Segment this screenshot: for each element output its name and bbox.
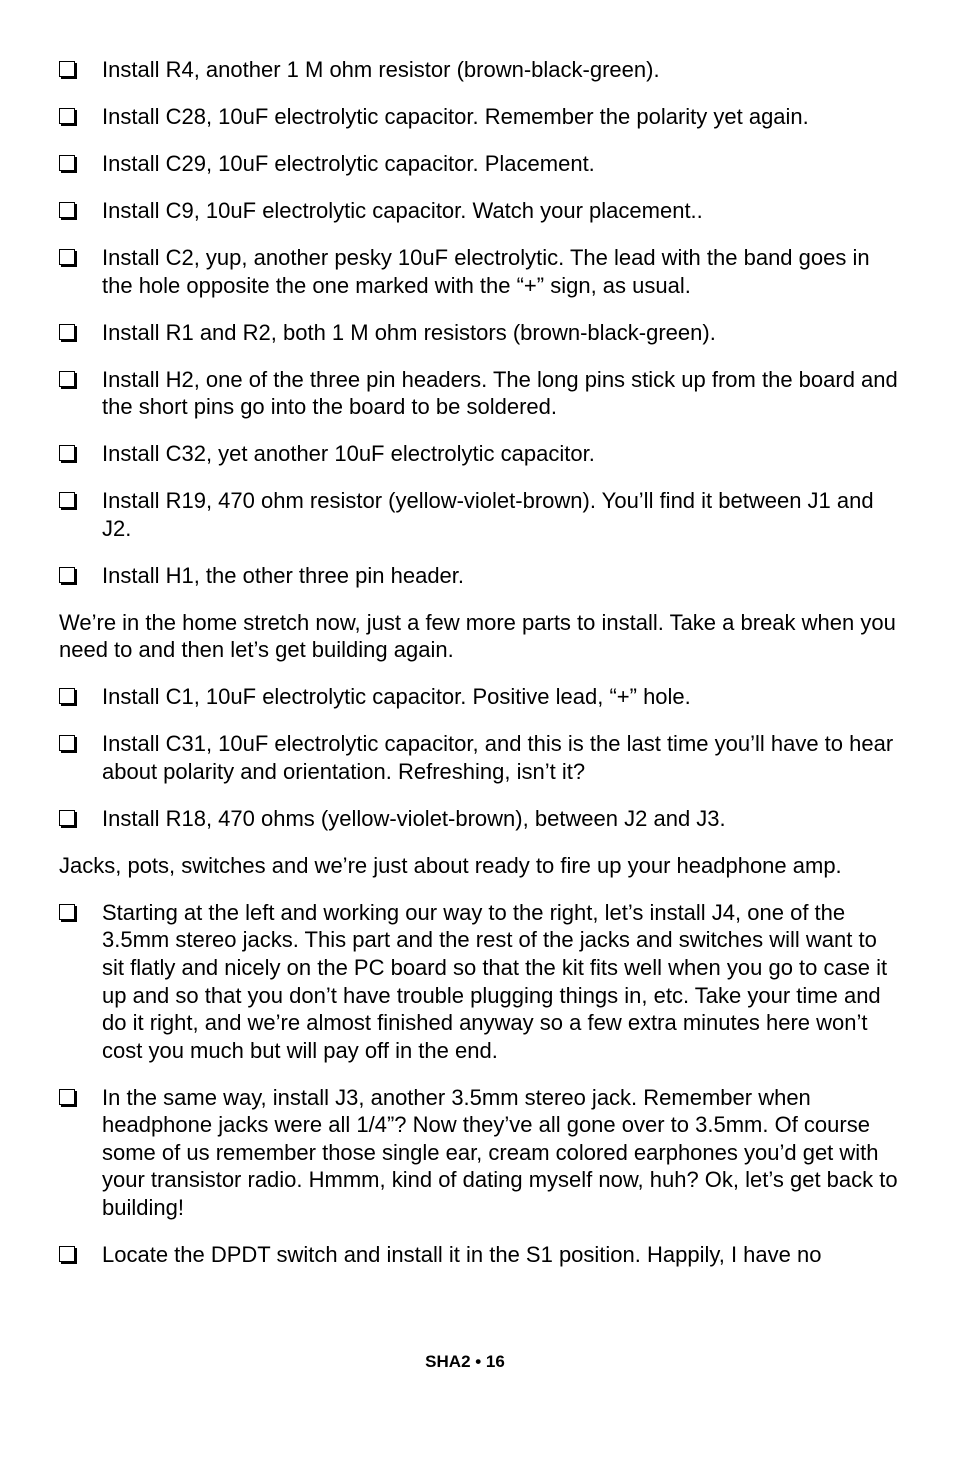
checkbox-icon [59, 810, 75, 826]
page-body [59, 56, 899, 1288]
checklist-item-text: Install H1, the other three pin header. [102, 562, 465, 588]
checklist-item-text: Install C31, 10uF electrolytic capacitor, and this is the last time you’ll have to hear about polarity and orientation. Refreshing, isn’t it? [102, 731, 894, 784]
checkbox-icon [59, 155, 75, 171]
checklist-item [59, 805, 899, 833]
checklist-item-text: Install C32, yet another 10uF electrolytic capacitor. [102, 441, 595, 467]
checkbox-icon [59, 904, 75, 920]
checklist-item-text: Install R4, another 1 M ohm resistor (brown-black-green). [102, 57, 660, 82]
checklist-item-text: Starting at the left and working our way to the right, let’s install J4, one of the 3.5mm stereo jacks. This part and the rest of the jacks and switches will want to sit flatly and nicely on the PC board so that the kit fits well when you go to case it up and so that you don’t have trouble plugging things in, etc. Take your time and do it right, and we’re almost finished anyway so a few extra minutes here won’t cost you much but will pay off in the end. [102, 899, 888, 1063]
checkbox-icon [59, 492, 75, 508]
checklist-item-text: Locate the DPDT switch and install it in the S1 position. Happily, I have no [102, 1242, 822, 1268]
checkbox-icon [59, 445, 75, 461]
checklist-item-text: Install C2, yup, another pesky 10uF electrolytic. The lead with the band goes in the hole opposite the one marked with the “+” sign, as usual. [102, 244, 870, 298]
checklist-item [59, 150, 899, 178]
checkbox-icon [59, 1089, 75, 1105]
checkbox-icon [59, 202, 75, 218]
checkbox-icon [59, 371, 75, 387]
checklist-item-text: Install R19, 470 ohm resistor (yellow-violet-brown). You’ll find it between J1 and J2. [102, 488, 874, 541]
page-footer: SHA2 • 16 [425, 1352, 505, 1371]
checklist-item [59, 562, 899, 590]
checklist-item-text: Install C29, 10uF electrolytic capacitor. Placement. [102, 150, 595, 176]
checklist-item [59, 1241, 899, 1269]
checklist-item [59, 319, 899, 347]
checklist-item-text: Install C1, 10uF electrolytic capacitor. Positive lead, “+” hole. [102, 684, 691, 710]
checklist-item [59, 899, 899, 1065]
checkbox-icon [59, 324, 75, 340]
checklist-item [59, 103, 899, 131]
checkbox-icon [59, 567, 75, 583]
checklist-item-text: Install C28, 10uF electrolytic capacitor. Remember the polarity yet again. [102, 103, 809, 129]
checkbox-icon [59, 249, 75, 265]
checklist-item-text: Install C9, 10uF electrolytic capacitor. Watch your placement.. [102, 197, 703, 223]
checkbox-icon [59, 688, 75, 704]
checklist-item-text: Install H2, one of the three pin headers. The long pins stick up from the board and the short pins go into the board to be soldered. [102, 366, 898, 420]
checklist-item-text: Install R18, 470 ohms (yellow-violet-brown), between J2 and J3. [102, 805, 726, 831]
checkbox-icon [59, 108, 75, 124]
checklist-item [59, 440, 899, 468]
checklist-item [59, 56, 899, 84]
checkbox-icon [59, 1246, 75, 1262]
checklist-item-text: In the same way, install J3, another 3.5mm stereo jack. Remember when headphone jacks were all 1/4”? Now they’ve all gone over to 3.5mm. Of course some of us remember those single ear, cream colored earphones you’d get with your transistor radio. Hmmm, kind of dating myself now, huh? Ok, let’s get back to building! [102, 1084, 898, 1221]
checklist-item [59, 197, 899, 225]
checklist-item [59, 244, 899, 299]
body-paragraph: Jacks, pots, switches and we’re just about ready to fire up your headphone amp. [59, 852, 842, 878]
checkbox-icon [59, 735, 75, 751]
checklist-item [59, 487, 899, 542]
checklist-item [59, 730, 899, 785]
body-paragraph: We’re in the home stretch now, just a few more parts to install. Take a break when you need to and then let’s get building again. [59, 609, 896, 663]
checkbox-icon [59, 61, 75, 77]
checklist-item-text: Install R1 and R2, both 1 M ohm resistors (brown-black-green). [102, 319, 716, 345]
checklist-item [59, 366, 899, 421]
checklist-item [59, 1084, 899, 1222]
checklist-item [59, 683, 899, 711]
